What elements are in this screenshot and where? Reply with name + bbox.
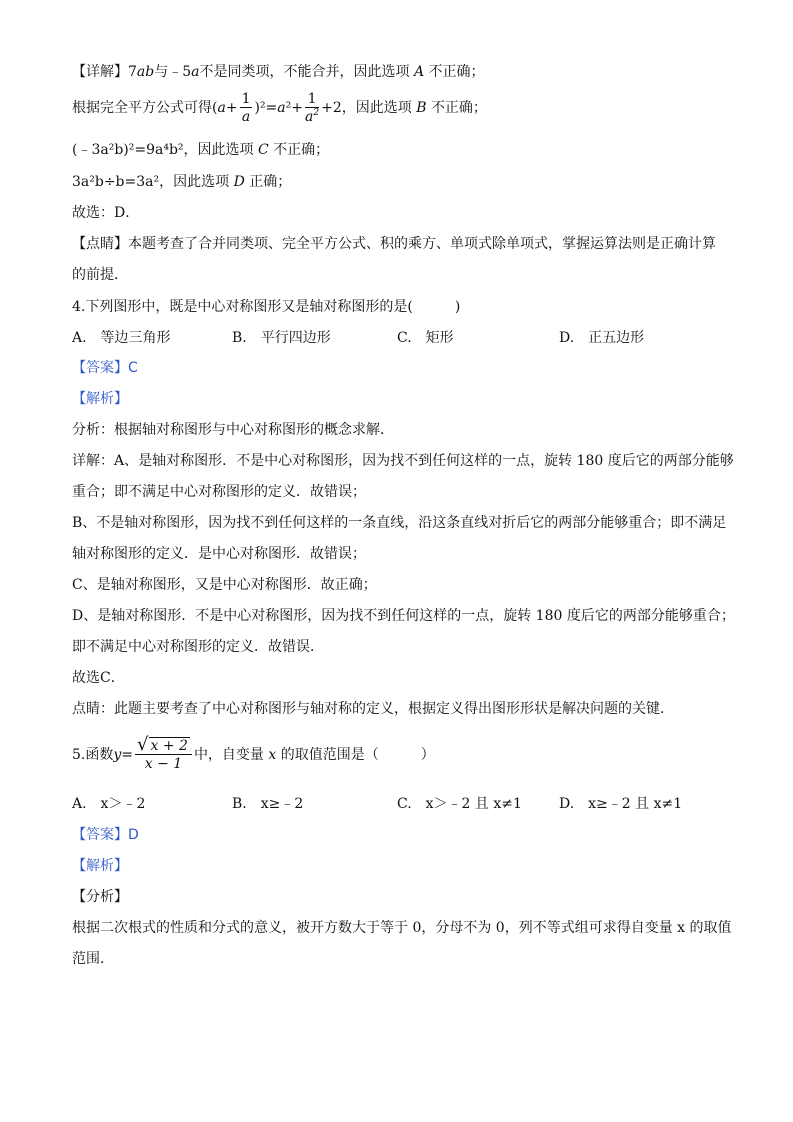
q4-option-b: B. 平行四边形 xyxy=(232,330,331,346)
q5-fraction xyxy=(135,734,192,773)
q4-option-c: C. 矩形 xyxy=(397,330,454,346)
denominator: a xyxy=(241,108,251,125)
answer-tag: 【答案】 xyxy=(72,827,128,843)
detail-tag: 【详解】 xyxy=(72,64,128,80)
q3-detail-line-d xyxy=(72,172,291,192)
numerator: 1 xyxy=(241,90,251,107)
q5-fenxi-tag: 【分析】 xyxy=(72,889,128,905)
q4-option-d: D. 正五边形 xyxy=(559,330,645,346)
var: a xyxy=(191,64,200,80)
text: 不是同类项，不能合并，因此选项 xyxy=(199,64,410,80)
q4-option-a: A. 等边三角形 xyxy=(72,330,171,346)
answer-value: D xyxy=(128,827,139,843)
option-letter: D xyxy=(233,174,245,190)
q4-analysis-line-9: 故选C． xyxy=(72,670,125,686)
q4-analysis-line-2: 详解：A、是轴对称图形．不是中心对称图形，因为找不到任何这样的一点，旋转 180 度后它的两部分能够 xyxy=(72,453,734,469)
q3-comment-line-1 xyxy=(72,234,716,254)
q5-option-c: C. x＞﹣2 且 x≠1 xyxy=(397,796,522,812)
q5-option-b: B. x≥﹣2 xyxy=(232,796,304,812)
fraction xyxy=(240,91,253,126)
var: a xyxy=(217,100,226,116)
radicand: x + 2 xyxy=(150,738,188,754)
answer-tag: 【答案】 xyxy=(72,360,128,376)
q5-analysis-line-1: 根据二次根式的性质和分式的意义，被开方数大于等于 0，分母不为 0，列不等式组可求得自变量 x 的取值 xyxy=(72,920,732,936)
text: 根据完全平方公式可得( xyxy=(72,100,218,116)
denominator: $a^2$ xyxy=(305,107,320,125)
numerator xyxy=(135,734,192,755)
text: 本题考查了合并同类项、完全平方公式、积的乘方、单项式除单项式，掌握运算法则是正确计算 xyxy=(128,236,716,252)
var: x xyxy=(268,747,277,763)
q3-detail-line-c xyxy=(72,140,329,160)
q5-option-d: D. x≥﹣2 且 x≠1 xyxy=(559,796,683,812)
q5-analysis-line-2: 范围． xyxy=(72,951,114,967)
text: 的取值范围是（ ） xyxy=(280,747,435,763)
text: )²= xyxy=(254,100,278,116)
sqrt-icon: √ xyxy=(137,734,149,755)
option-letter: C xyxy=(258,142,269,158)
q3-comment-line-2: 的前提． xyxy=(72,267,128,283)
answer-value: C xyxy=(128,360,138,376)
denominator-var: a xyxy=(305,108,314,125)
text: 不正确； xyxy=(273,142,330,158)
text: 中，自变量 xyxy=(193,747,264,763)
text: 5.函数 xyxy=(72,747,114,763)
var: ab xyxy=(136,64,155,80)
option-letter: A xyxy=(413,64,425,80)
text: 不正确； xyxy=(430,100,487,116)
q5-stem xyxy=(72,734,435,776)
var: y xyxy=(113,747,122,763)
text: 7 xyxy=(128,64,137,80)
text: (﹣3a²b)²=9a⁴b²，因此选项 xyxy=(72,142,254,158)
text: +2，因此选项 xyxy=(321,100,412,116)
fraction xyxy=(305,91,319,126)
text: 3a²b÷b=3a²，因此选项 xyxy=(72,174,230,190)
q3-answer: 故选：D． xyxy=(72,205,140,221)
text: 正确； xyxy=(249,174,292,190)
q5-option-a: A. x＞﹣2 xyxy=(72,796,146,812)
text: = xyxy=(121,747,134,763)
text: ²+ xyxy=(285,100,303,116)
q4-analysis-line-5: 轴对称图形的定义．是中心对称图形．故错误； xyxy=(72,546,366,562)
numerator: 1 xyxy=(305,91,319,108)
comment-tag: 【点睛】 xyxy=(72,236,128,252)
q4-analysis-line-6: C、是轴对称图形，又是中心对称图形．故正确； xyxy=(72,577,377,593)
text: 与﹣5 xyxy=(154,64,192,80)
q4-analysis-line-8: 即不满足中心对称图形的定义．故错误． xyxy=(72,639,324,655)
q4-analysis-line-10: 点睛：此题主要考查了中心对称图形与轴对称的定义，根据定义得出图形形状是解决问题的关键． xyxy=(72,701,674,717)
text: + xyxy=(225,100,238,116)
q5-analysis-tag: 【解析】 xyxy=(72,858,128,874)
text: 不正确； xyxy=(428,64,485,80)
denominator: x − 1 xyxy=(144,756,183,772)
q5-answer xyxy=(72,825,139,845)
var: a xyxy=(277,100,286,116)
q3-detail-line-b xyxy=(72,88,487,128)
q4-analysis-line-1: 分析：根据轴对称图形与中心对称图形的概念求解． xyxy=(72,422,394,438)
q4-analysis-line-3: 重合；即不满足中心对称图形的定义．故错误； xyxy=(72,484,366,500)
q4-analysis-line-7: D、是轴对称图形．不是中心对称图形，因为找不到任何这样的一点，旋转 180 度后它的两部分能够重合； xyxy=(72,608,735,624)
q4-analysis-tag: 【解析】 xyxy=(72,391,128,407)
option-letter: B xyxy=(416,100,427,116)
q4-answer xyxy=(72,358,138,378)
q4-stem: 4.下列图形中，既是中心对称图形又是轴对称图形的是( ) xyxy=(72,299,461,315)
q4-analysis-line-4: B、不是轴对称图形，因为找不到任何这样的一条直线，沿这条直线对折后它的两部分能够重合；即不满足 xyxy=(72,515,727,531)
q3-detail-line-a xyxy=(72,62,485,82)
